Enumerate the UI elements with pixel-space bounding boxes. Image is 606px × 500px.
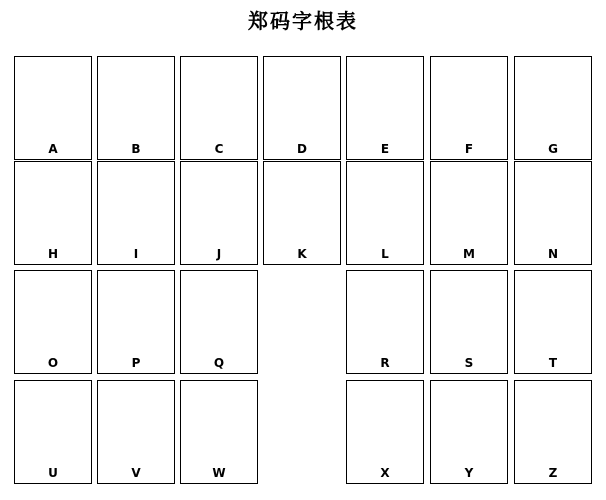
radical-cell (346, 380, 424, 484)
cell-key-letter: M (463, 247, 475, 261)
cell-key-letter: U (48, 466, 58, 480)
radical-cell (346, 270, 424, 374)
radical-cell (514, 161, 592, 265)
radical-cell (514, 270, 592, 374)
radical-cell (263, 161, 341, 265)
cell-key-letter: F (464, 142, 474, 156)
page-title: 郑码字根表 (248, 9, 358, 33)
cell-key-letter: T (548, 356, 558, 370)
radical-cell (180, 380, 258, 484)
cell-key-letter: Y (464, 466, 474, 480)
radical-cell (14, 270, 92, 374)
radical-cell (180, 56, 258, 160)
radical-cell (263, 56, 341, 160)
cell-key-letter: Q (213, 356, 225, 370)
radical-cell (97, 161, 175, 265)
radical-cell (180, 270, 258, 374)
cell-key-letter: O (47, 356, 59, 370)
cell-key-letter: D (297, 142, 307, 156)
radical-cell (430, 56, 508, 160)
radical-cell (14, 380, 92, 484)
radical-cell (97, 380, 175, 484)
cell-key-letter: Z (548, 466, 558, 480)
radical-cell (14, 161, 92, 265)
cell-key-letter: J (216, 247, 222, 261)
radical-cell (514, 56, 592, 160)
cell-key-letter: A (48, 142, 58, 156)
cell-key-letter: W (212, 466, 226, 480)
radical-cell (97, 270, 175, 374)
radical-cell (97, 56, 175, 160)
cell-key-letter: H (47, 247, 59, 261)
cell-key-letter: C (214, 142, 224, 156)
cell-key-letter: V (131, 466, 141, 480)
radical-cell (430, 380, 508, 484)
radical-cell (430, 161, 508, 265)
radical-cell (180, 161, 258, 265)
radical-cell (430, 270, 508, 374)
cell-key-letter: S (464, 356, 474, 370)
cell-key-letter: X (380, 466, 390, 480)
radical-cell (346, 161, 424, 265)
cell-key-letter: P (131, 356, 141, 370)
radical-cell (14, 56, 92, 160)
cell-key-letter: L (381, 247, 389, 261)
cell-key-letter: K (297, 247, 307, 261)
cell-key-letter: N (547, 247, 559, 261)
cell-key-letter: R (380, 356, 390, 370)
cell-key-letter: I (133, 247, 139, 261)
cell-key-letter: E (380, 142, 390, 156)
cell-key-letter: B (131, 142, 141, 156)
cell-key-letter: G (548, 142, 558, 156)
radical-cell (346, 56, 424, 160)
radical-cell (514, 380, 592, 484)
